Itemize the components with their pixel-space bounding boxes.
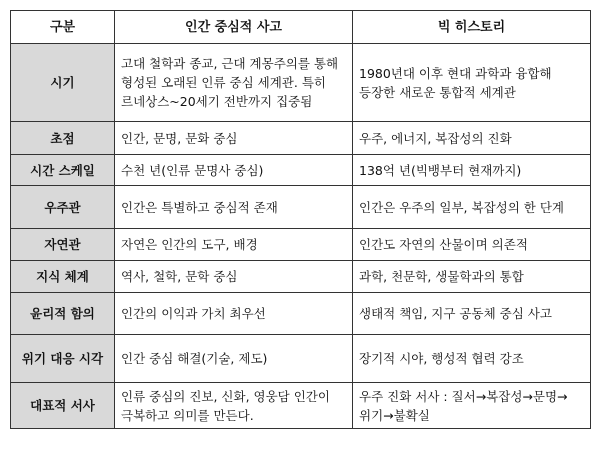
anthropocentric-cell: 고대 철학과 종교, 근대 계몽주의를 통해 형성된 오래된 인류 중심 세계관. 특히 르네상스~20세기 전반까지 집중됨	[115, 44, 353, 122]
anthropocentric-cell: 인간 중심 해결(기술, 제도)	[115, 335, 353, 383]
row-label: 지식 체계	[11, 261, 115, 293]
anthropocentric-cell: 인류 중심의 진보, 신화, 영웅담 인간이 극복하고 의미를 만든다.	[115, 383, 353, 429]
table-row	[11, 122, 591, 155]
big-history-cell: 인간도 자연의 산물이며 의존적	[353, 229, 591, 261]
table-row	[11, 44, 591, 122]
header-anthropocentric: 인간 중심적 사고	[115, 11, 353, 44]
row-label: 대표적 서사	[11, 383, 115, 429]
big-history-cell: 138억 년(빅뱅부터 현재까지)	[353, 155, 591, 186]
anthropocentric-cell: 인간은 특별하고 중심적 존재	[115, 186, 353, 229]
anthropocentric-cell: 인간의 이익과 가치 최우선	[115, 293, 353, 335]
big-history-cell: 생태적 책임, 지구 공동체 중심 사고	[353, 293, 591, 335]
table-row	[11, 383, 591, 429]
comparison-table-container	[10, 10, 591, 429]
big-history-cell: 장기적 시야, 행성적 협력 강조	[353, 335, 591, 383]
table-row	[11, 186, 591, 229]
table-row	[11, 229, 591, 261]
big-history-cell: 우주, 에너지, 복잡성의 진화	[353, 122, 591, 155]
big-history-cell: 우주 진화 서사 : 질서→복잡성→문명→위기→불확실	[353, 383, 591, 429]
big-history-cell: 1980년대 이후 현대 과학과 융합해 등장한 새로운 통합적 세계관	[353, 44, 591, 122]
row-label: 시간 스케일	[11, 155, 115, 186]
row-label: 초점	[11, 122, 115, 155]
table-row	[11, 335, 591, 383]
table-row	[11, 261, 591, 293]
header-row	[11, 11, 591, 44]
row-label: 시기	[11, 44, 115, 122]
big-history-cell: 인간은 우주의 일부, 복잡성의 한 단계	[353, 186, 591, 229]
row-label: 윤리적 함의	[11, 293, 115, 335]
anthropocentric-cell: 인간, 문명, 문화 중심	[115, 122, 353, 155]
comparison-table	[10, 10, 591, 429]
anthropocentric-cell: 자연은 인간의 도구, 배경	[115, 229, 353, 261]
row-label: 우주관	[11, 186, 115, 229]
anthropocentric-cell: 역사, 철학, 문학 중심	[115, 261, 353, 293]
row-label: 위기 대응 시각	[11, 335, 115, 383]
big-history-cell: 과학, 천문학, 생물학과의 통합	[353, 261, 591, 293]
header-category: 구분	[11, 11, 115, 44]
table-row	[11, 293, 591, 335]
anthropocentric-cell: 수천 년(인류 문명사 중심)	[115, 155, 353, 186]
header-big-history: 빅 히스토리	[353, 11, 591, 44]
table-row	[11, 155, 591, 186]
row-label: 자연관	[11, 229, 115, 261]
